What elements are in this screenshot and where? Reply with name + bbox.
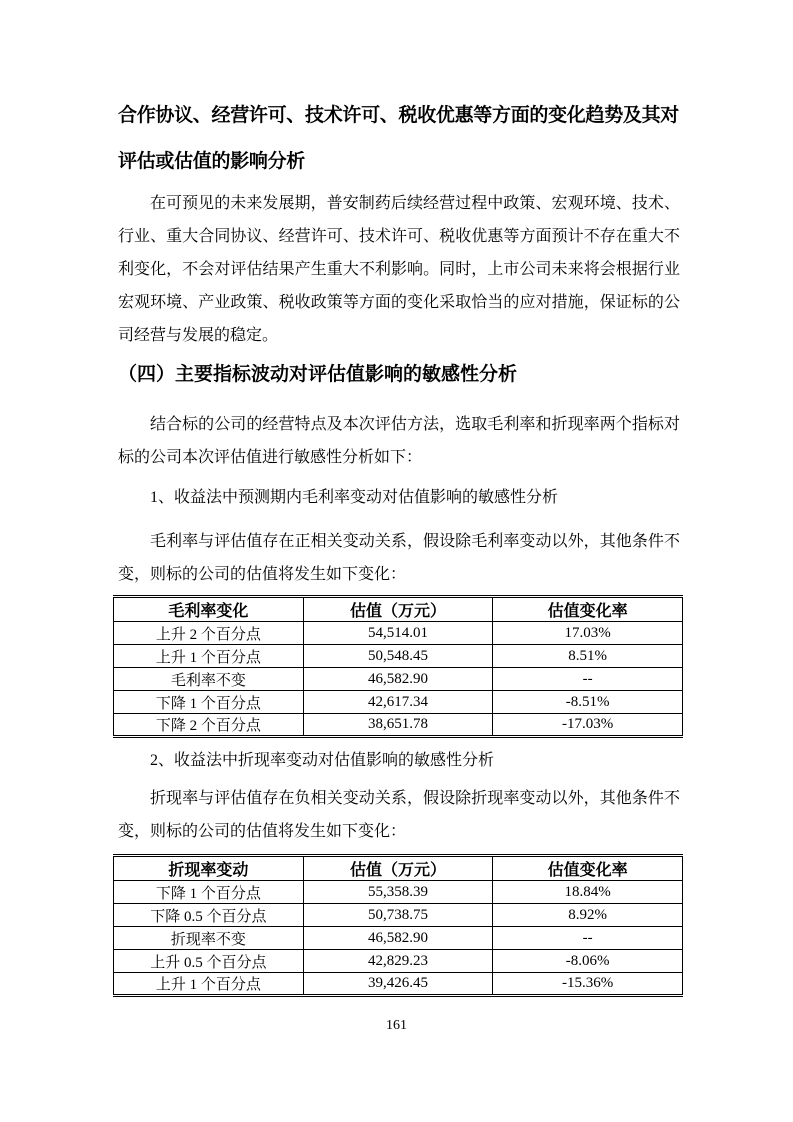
table-header-cell: 估值变化率 [493, 856, 683, 881]
table-cell: -15.36% [493, 973, 683, 996]
table-row [114, 927, 683, 950]
table-cell: -8.06% [493, 950, 683, 973]
page-number: 161 [386, 1018, 407, 1033]
table-row [114, 714, 683, 737]
table-header-cell: 毛利率变化 [114, 597, 304, 622]
table-cell: 上升 1 个百分点 [114, 645, 304, 668]
document-heading [118, 93, 680, 185]
table-cell: 39,426.45 [303, 973, 493, 996]
subsection-2-title: 2、收益法中折现率变动对估值影响的敏感性分析 [150, 752, 495, 769]
table-body [114, 622, 683, 737]
table-cell: 下降 1 个百分点 [114, 691, 304, 714]
table-cell: -8.51% [493, 691, 683, 714]
table-cell: 38,651.78 [303, 714, 493, 737]
table-cell: 50,738.75 [303, 904, 493, 927]
table-row [114, 950, 683, 973]
table-cell: 毛利率不变 [114, 668, 304, 691]
table-cell: 42,829.23 [303, 950, 493, 973]
table-header-cell: 估值（万元） [303, 856, 493, 881]
table-row [114, 622, 683, 645]
table-header-row [114, 856, 683, 881]
table-cell: 46,582.90 [303, 668, 493, 691]
discount-rate-sensitivity-table [113, 854, 683, 997]
section-paragraph: 结合标的公司的经营特点及本次评估方法，选取毛利率和折现率两个指标对标的公司本次评估值进行敏感性分析如下： [118, 416, 680, 466]
section-heading: （四）主要指标波动对评估值影响的敏感性分析 [118, 364, 518, 385]
table-header-cell: 折现率变动 [114, 856, 304, 881]
table-cell: 54,514.01 [303, 622, 493, 645]
subsection-1-paragraph: 毛利率与评估值存在正相关变动关系，假设除毛利率变动以外，其他条件不变，则标的公司的估值将发生如下变化： [118, 533, 680, 583]
table-row [114, 881, 683, 904]
table-cell: 18.84% [493, 881, 683, 904]
subsection-2-paragraph: 折现率与评估值存在负相关变动关系，假设除折现率变动以外，其他条件不变，则标的公司的估值将发生如下变化： [118, 790, 680, 840]
subsection-1-title: 1、收益法中预测期内毛利率变动对估值影响的敏感性分析 [150, 489, 559, 506]
table-row [114, 668, 683, 691]
table-cell: 上升 2 个百分点 [114, 622, 304, 645]
table-cell: 下降 0.5 个百分点 [114, 904, 304, 927]
table-cell: 8.51% [493, 645, 683, 668]
table-cell: 8.92% [493, 904, 683, 927]
table-cell: 下降 1 个百分点 [114, 881, 304, 904]
document-heading-line-2: 评估或估值的影响分析 [118, 151, 306, 172]
table-cell: 46,582.90 [303, 927, 493, 950]
table-body [114, 881, 683, 996]
table-cell: 50,548.45 [303, 645, 493, 668]
table-cell: 55,358.39 [303, 881, 493, 904]
table-cell: 下降 2 个百分点 [114, 714, 304, 737]
table-cell: 上升 1 个百分点 [114, 973, 304, 996]
table-row [114, 691, 683, 714]
table-cell: -- [493, 668, 683, 691]
table-row [114, 904, 683, 927]
table-cell: 42,617.34 [303, 691, 493, 714]
table-cell: -17.03% [493, 714, 683, 737]
document-heading-line-1: 合作协议、经营许可、技术许可、税收优惠等方面的变化趋势及其对 [118, 105, 680, 126]
table-row [114, 645, 683, 668]
table-cell: 上升 0.5 个百分点 [114, 950, 304, 973]
intro-paragraph: 在可预见的未来发展期，普安制药后续经营过程中政策、宏观环境、技术、行业、重大合同协议、经营许可、技术许可、税收优惠等方面预计不存在重大不利变化，不会对评估结果产生重大不利影响。同时，上市公司未来将会根据行业宏观环境、产业政策、税收政策等方面的变化采取恰当的应对措施，保证标的公司经营与发展的稳定。 [118, 195, 680, 344]
table-header-row [114, 597, 683, 622]
table-header-cell: 估值（万元） [303, 597, 493, 622]
table-cell: 17.03% [493, 622, 683, 645]
table-cell: 折现率不变 [114, 927, 304, 950]
page-content [118, 0, 680, 997]
table-header-cell: 估值变化率 [493, 597, 683, 622]
table-cell: -- [493, 927, 683, 950]
gross-margin-sensitivity-table [113, 595, 683, 738]
table-row [114, 973, 683, 996]
